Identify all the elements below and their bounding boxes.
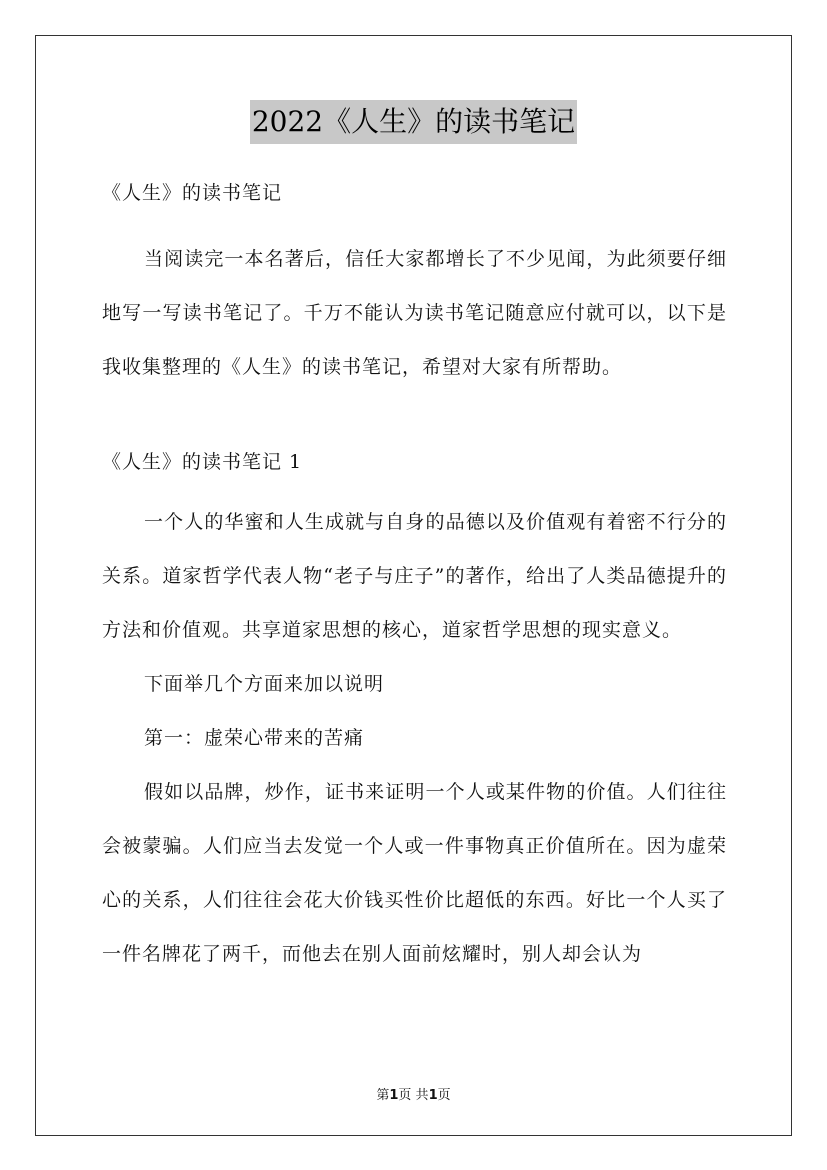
section-heading-1: 《人生》的读书笔记 1 — [102, 451, 303, 473]
footer-prefix: 第 — [376, 1088, 390, 1103]
paragraph-4: 假如以品牌，炒作，证书来证明一个人或某件物的价值。人们往往会被蒙骗。人们应当去发觉一个人或一件事物真正价值所在。因为虚荣心的关系，人们往往会花大价钱买性价比超低的东西。好比一个人买了一件名牌花了两千，而他去在别人面前炫耀时，别人却会认为 — [102, 781, 727, 965]
paragraph-3: 第一：虚荣心带来的苦痛 — [144, 727, 365, 749]
footer-mid: 页 共 — [398, 1088, 429, 1103]
document-title: 2022《人生》的读书笔记 — [250, 100, 577, 144]
paragraph-1: 一个人的华蜜和人生成就与自身的品德以及价值观有着密不行分的关系。道家哲学代表人物“老子与庄子”的著作，给出了人类品德提升的方法和价值观。共享道家思想的核心，道家哲学思想的现实意义。 — [102, 511, 727, 641]
document-body — [102, 175, 727, 981]
footer-page-current: 1 — [389, 1088, 399, 1103]
title-wrap — [0, 100, 827, 144]
intro-paragraph: 当阅读完一本名著后，信任大家都增长了不少见闻，为此须要仔细地写一写读书笔记了。千万不能认为读书笔记随意应付就可以，以下是我收集整理的《人生》的读书笔记，希望对大家有所帮助。 — [102, 248, 727, 378]
footer-suffix: 页 — [437, 1088, 451, 1103]
page-footer — [0, 1084, 827, 1103]
footer-page-total: 1 — [428, 1088, 438, 1103]
document-subtitle: 《人生》的读书笔记 — [102, 182, 283, 204]
paragraph-2: 下面举几个方面来加以说明 — [144, 673, 385, 695]
